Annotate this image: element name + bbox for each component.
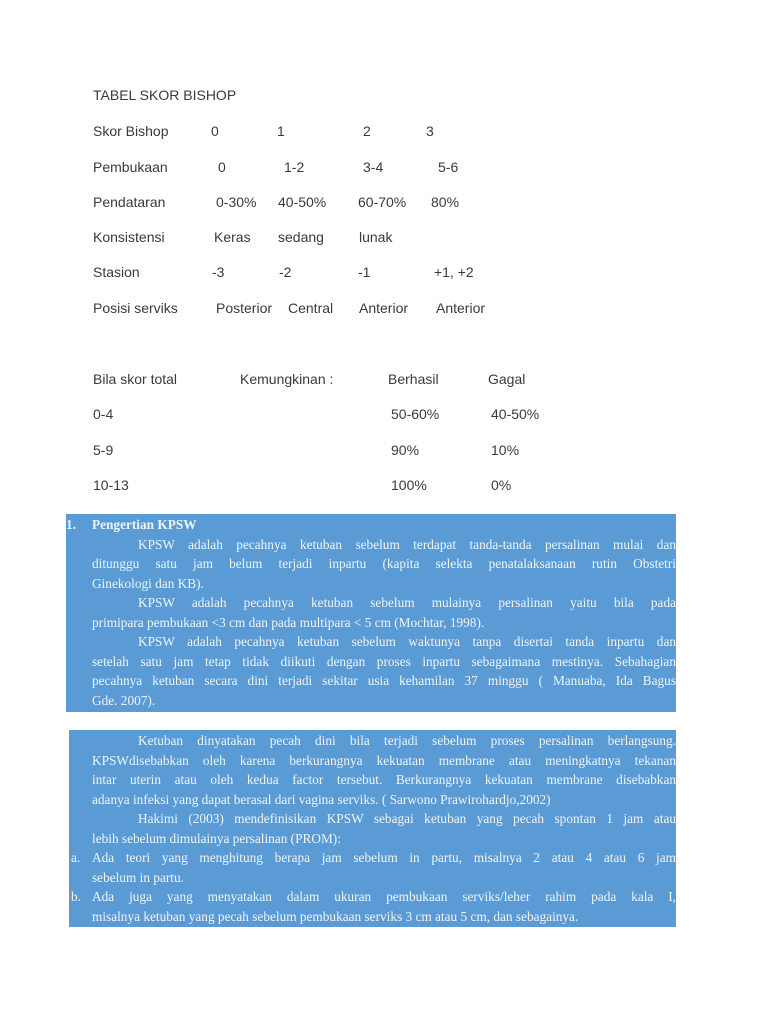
bishop-header-score-1: 1 [277, 123, 285, 139]
section-heading: Pengertian KPSW [92, 517, 197, 532]
list-item-b [69, 887, 676, 907]
outcome-success-rate: 90% [391, 442, 420, 458]
bishop-cell: 80% [431, 194, 460, 210]
list-item-text: Ada juga yang menyatakan dalam ukuran pembukaan serviks/leher rahim pada kala I, [92, 889, 676, 904]
outcome-score-range: 5-9 [93, 442, 114, 458]
bishop-header-score-3: 3 [426, 123, 434, 139]
bishop-cell: lunak [359, 229, 393, 245]
bishop-row-label: Posisi serviks [93, 300, 178, 316]
bishop-cell: +1, +2 [434, 264, 474, 280]
bishop-cell: 0 [218, 159, 226, 175]
list-marker: b. [71, 889, 81, 904]
paragraph-line: KPSWdisebabkan oleh karena berkurangnya kekuatan membrane atau meningkatnya tekanan [92, 752, 676, 768]
bishop-cell: 3-4 [363, 159, 384, 175]
kpsw-definition-block [66, 514, 676, 712]
outcome-score-range: 0-4 [93, 406, 114, 422]
outcome-score-range: 10-13 [93, 477, 129, 493]
paragraph-line: KPSW adalah pecahnya ketuban sebelum mulainya persalinan yaitu bila pada [138, 595, 676, 610]
paragraph-line: Ketuban dinyatakan pecah dini bila terjadi sebelum proses persalinan berlangsung. [138, 733, 676, 748]
outcome-success-rate: 50-60% [391, 406, 440, 422]
list-item-a-continued: sebelum in partu. [92, 869, 184, 885]
outcome-fail-rate: 0% [491, 477, 512, 493]
bishop-header-score-2: 2 [363, 123, 371, 139]
bishop-cell: 1-2 [284, 159, 305, 175]
bishop-row-label: Stasion [93, 264, 140, 280]
outcome-success-rate: 100% [391, 477, 427, 493]
bishop-header-label: Skor Bishop [93, 123, 169, 139]
bishop-row-label: Konsistensi [93, 229, 165, 245]
list-marker: a. [71, 850, 81, 865]
bishop-row-label: Pembukaan [93, 159, 168, 175]
paragraph-line: intar uterin atau oleh kedua factor tersebut. Berkurangnya kekuatan membrane disebabkan [92, 772, 676, 787]
outcome-header-success: Berhasil [388, 371, 439, 387]
bishop-cell: Posterior [216, 300, 273, 316]
paragraph-line: lebih sebelum dimulainya persalinan (PROM): [92, 830, 341, 846]
paragraph-line: Gde. 2007). [92, 692, 156, 708]
bishop-row-label: Pendataran [93, 194, 166, 210]
bishop-cell: -1 [358, 264, 371, 280]
paragraph-line: adanya infeksi yang dapat berasal dari vagina serviks. ( Sarwono Prawirohardjo,2002) [92, 791, 551, 807]
bishop-table-title: TABEL SKOR BISHOP [93, 87, 237, 103]
paragraph-line: ditunggu satu jam belum terjadi inpartu (kapita selekta penatalaksanaan rutin Obstetri [92, 556, 676, 571]
paragraph-line: Ginekologi dan KB). [92, 575, 204, 591]
bishop-cell: 5-6 [438, 159, 459, 175]
bishop-cell: Keras [214, 229, 251, 245]
bishop-cell: -2 [279, 264, 292, 280]
bishop-cell: -3 [212, 264, 225, 280]
bishop-cell: 60-70% [358, 194, 407, 210]
list-item-b-continued: misalnya ketuban yang pecah sebelum pembukaan serviks 3 cm atau 5 cm, dan sebagainya. [92, 908, 579, 924]
kpsw-cause-block [69, 730, 676, 927]
outcome-header-fail: Gagal [488, 371, 526, 387]
bishop-cell: 40-50% [278, 194, 327, 210]
kpsw-heading-line [66, 515, 676, 535]
bishop-cell: sedang [278, 229, 324, 245]
bishop-cell: 0-30% [216, 194, 257, 210]
outcome-fail-rate: 40-50% [491, 406, 540, 422]
outcome-header-score: Bila skor total [93, 371, 178, 387]
paragraph-line: setelah satu jam tetap tidak diikuti dengan proses inpartu sebagaimana mestinya. Sebahagian [92, 653, 676, 669]
list-item-a [69, 848, 676, 868]
paragraph-line: KPSW adalah pecahnya ketuban sebelum waktunya tanpa disertai tanda inpartu dan [138, 634, 676, 649]
paragraph-line: Hakimi (2003) mendefinisikan KPSW sebagai ketuban yang pecah spontan 1 jam atau [138, 811, 676, 826]
bishop-cell: Central [288, 300, 334, 316]
bishop-cell: Anterior [436, 300, 486, 316]
section-number: 1. [66, 517, 76, 532]
outcome-fail-rate: 10% [491, 442, 520, 458]
bishop-cell: Anterior [359, 300, 409, 316]
bishop-header-score-0: 0 [211, 123, 219, 139]
outcome-header-likelihood: Kemungkinan : [240, 371, 334, 387]
paragraph-line: primipara pembukaan <3 cm dan pada multipara < 5 cm (Mochtar, 1998). [92, 614, 485, 630]
list-item-text: Ada teori yang menghitung berapa jam sebelum in partu, misalnya 2 atau 4 atau 6 jam [92, 850, 676, 865]
paragraph-line: KPSW adalah pecahnya ketuban sebelum terdapat tanda-tanda persalinan mulai dan [138, 536, 676, 552]
paragraph-line: pecahnya ketuban secara dini terjadi sekitar usia kehamilan 37 minggu ( Manuaba, Ida Bagus [92, 673, 676, 688]
